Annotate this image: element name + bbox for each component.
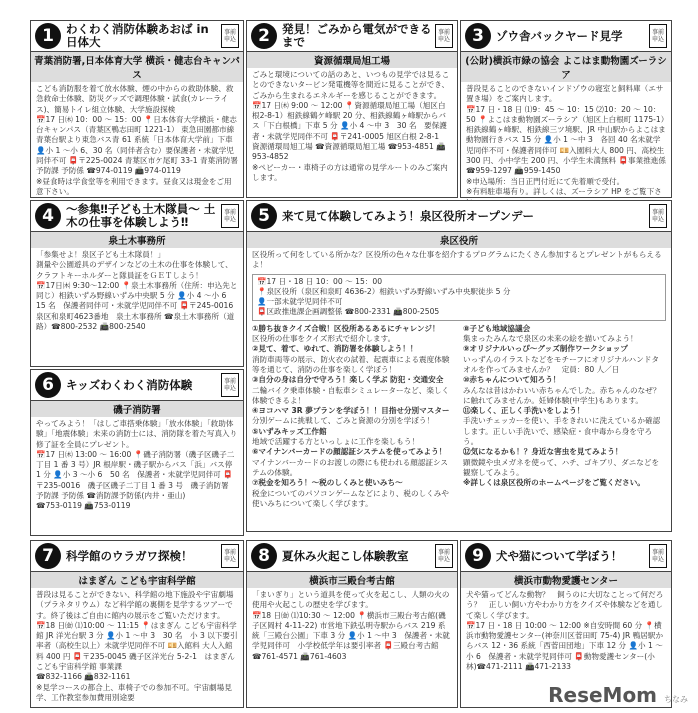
description: 測量や公園遊具のデザインなどの土木の仕事を体験して、クラフトキーホルダーと隊員証をＧＥＴしよう！ (36, 260, 233, 280)
date: 📅17 日・18 日 10：00 ～ 15：00 (257, 276, 383, 286)
description: 犬や猫ってどんな動物？ 飼うのに大切なことって何だろう？ 正しい飼い方やわかり方をクイズや体験などを通して楽しく学びます。 (466, 590, 664, 620)
program-item: ⑪楽しく、正しく手洗いをしよう！ (463, 406, 585, 416)
program-desc: 手洗いチェッカーを使い、手をきれいに洗えているか確認します。正しい手洗いで、感染症・食中毒から身を守ろう。 (463, 416, 661, 447)
organizer: 泉区役所 (247, 232, 671, 248)
note: ※有料駐車場有り。詳しくは、ズーラシア HP をご覧下さ (466, 186, 662, 196)
details: 📅17 日・18 日 10:00 ～ 12:00 ※自安時間 60 分 📍横浜市動物愛護センター(神奈川区菅田町 75-4) JR 鴨居駅からバス 12・36 系統「西菅田団地」下車 12 分 👤小 1 ～小 6 保護者・未就学児同伴可 📮動物愛護センター(小林)☎471-2111 📠471-2133 (466, 620, 664, 672)
card-header (31, 541, 243, 572)
details: 📅18 日㈮ ⑴10:00 ～ 11:15 📍はまぎん こども宇宙科学館 JR 洋光台駅 3 分 👤小 1 ～中 3 30 名 小 3 以下要引率者（高校生以上）未就学児同伴不可 💴入館料 大人入館料 400 円 📮〒235-0045 磯子区洋光台 5-2-1 はまぎん こども宇宙科学館 事業課 (36, 620, 238, 672)
card-number: 3 (465, 23, 491, 49)
card-body (31, 417, 243, 514)
details: 📅17 日㈭ 9:00 ～ 12:00 📍資源循環局旭工場（旭区白根2-8-1）相鉄線鶴ケ峰駅 20 分、相鉄線鶴ヶ峰駅からバス「下白根橋」下車 5 分 👤小 4 ～中 3 30 名 要保護者・未就学児同伴不可 📮〒241-0005 旭区白根 2-8-1 資源循環局旭工場 ☎資源循環局旭工場 ☎953-4851 📠953-4852 (252, 100, 447, 162)
program-list (252, 324, 666, 509)
pre-registration-badge: 事前申込 (649, 204, 667, 228)
card-body (247, 248, 671, 511)
program-desc: 区役所の仕事をクイズ形式で紹介します。 (252, 334, 396, 344)
program-desc: みんなは昔はかわいい赤ちゃんでした。赤ちゃんのなぜ？に触れてみませんか。妊婦体験(中学生)もあります。 (463, 385, 661, 405)
description: 「まいぎり」という道具を使って火を起こし、人類の火の使用や火起こしの歴史を学びます。 (252, 590, 450, 610)
program-desc: 地域で活躍する方といっしょに工作を楽しもう！ (252, 437, 420, 447)
card-title: ゾウ舎バックヤード見学 (496, 28, 623, 43)
card-body (461, 82, 671, 210)
organizer: (公財)横浜市緑の協会 よこはま動物園ズーラシア (461, 52, 671, 82)
card-header (461, 541, 671, 572)
program-item: ⑩赤ちゃんについて知ろう！ (463, 375, 561, 385)
card-number: 4 (35, 203, 61, 229)
event-card-4 (30, 200, 244, 367)
contact: 📮区政推進課企画調整係 ☎800-2331 📠800-2505 (257, 307, 440, 317)
description: 普段は見ることができない、科学館の地下施設や宇宙劇場（プラネタリウム）など科学館の裏側を見学するツアーです。終了後はご自由に館内の展示をご覧いただけます。 (36, 590, 234, 620)
details: 📅17 日㈭ 13:00 ～ 16:00 📍磯子消防署（磯子区磯子二丁目 1 番 3 号）JR 根岸駅・磯子駅からバス「浜」バス停 1 分 👤小 3 ～小 6 50 名 保護者・未就学児同伴可 📮〒235-0016 磯子区磯子二丁目 1 番 3 号 磯子消防署 予防課 予防係 ☎消防課予防係(内井・亜山) (36, 449, 237, 501)
program-item: ②見て、着て、ゆれて、消防署を体験しよう！！ (252, 344, 418, 354)
pre-registration-badge: 事前申込 (649, 544, 667, 568)
card-header (247, 541, 457, 572)
pre-registration-badge: 事前申込 (435, 24, 453, 48)
card-number: 1 (35, 23, 61, 49)
pre-registration-badge: 事前申込 (221, 204, 239, 228)
organizer: 横浜市三殿台考古館 (247, 572, 457, 588)
program-item: ⑫気になるかも！？身近な害虫を見てみよう！ (463, 447, 623, 457)
intro: 区役所って何をしている所かな？区役所の色々な仕事を紹介するプログラムにたくさん参加するとプレゼントがもらえるよ！ (252, 250, 662, 270)
event-card-8 (246, 540, 458, 708)
program-desc: 二輪バイク乗車体験・自転車シミュレーターなど、楽しく体験できるよ！ (252, 385, 450, 405)
card-number: 2 (251, 23, 277, 49)
note: ※申込場所：当日正門付近にて先着順で受付。 (466, 176, 625, 186)
program-item: ①勝ち抜きクイズ合戦！区役所あるあるにチャレンジ！ (252, 323, 440, 333)
card-body (247, 588, 457, 664)
card-number: 9 (465, 543, 491, 569)
program-right (463, 324, 666, 509)
description: やってみよう！「はしご車搭乗体験」「放水体験」「救助体験」「地震体験」未来の消防士には、消防隊を着た写真入り修了証を全員にプレゼント。 (36, 419, 238, 449)
pre-registration-badge: 事前申込 (221, 544, 239, 568)
card-title: キッズわくわく消防体験 (66, 377, 193, 392)
logo-text: ReseMom (548, 683, 658, 707)
description: こども消防服を着て放水体験、煙の中からの救助体験、救急救命士体験、防災グッズで調理体験・試食(カレーライス)、簡易トイレ組立体験、大学施設探検 (36, 84, 234, 114)
info-box (252, 274, 666, 321)
card-header (461, 21, 671, 52)
pre-registration-badge: 事前申込 (221, 24, 239, 48)
program-desc: マイナンバーカードのお渡しの際にも使われる顔認証システムの体験。 (252, 457, 448, 477)
pre-registration-badge: 事前申込 (649, 24, 667, 48)
card-header (31, 21, 243, 52)
card-title: わくわく消防体験あおば in 日体大 (66, 22, 209, 49)
card-header (247, 21, 457, 52)
program-item: ⑨オリジナルいっぴ〜グッズ制作ワークショップ (463, 344, 628, 354)
card-body (461, 588, 671, 674)
organizer: 青葉消防署,日本体育大学 横浜・健志台キャンパス (31, 52, 243, 82)
pre-registration-badge: 事前申込 (435, 544, 453, 568)
event-card-3 (460, 20, 672, 198)
note: ※ペビーカー・車椅子の方は通常の見学ルートのみご案内します。 (252, 162, 448, 182)
card-title: 科学館のウラガワ探検！ (66, 548, 193, 563)
program-desc: 集まったみんなで泉区の未来の絵を描いてみよう！ (463, 334, 638, 344)
card-header (247, 201, 671, 232)
contact: ☎761-4571 📠761-4603 (252, 651, 347, 661)
card-title: ～参集‼子ども土木隊員～ 土木の仕事を体験しよう‼ (66, 202, 216, 229)
event-card-5 (246, 200, 672, 532)
event-card-1 (30, 20, 244, 198)
organizer: 横浜市動物愛護センター (461, 572, 671, 588)
program-desc: 消防車両等の展示、防火衣の試着、起震車による震度体験等を通じて、消防の仕事を楽しく学ぼう！ (252, 354, 450, 374)
description: ごみと環境についての話のあと、いつもの見学では見ることのできないタービン発電機等を間近に見ることができ、ごみから生まれるエネルギーを感じることができます。 (252, 70, 450, 100)
program-item: ⑦税金を知ろう！～税のしくみと使いみち～ (252, 478, 403, 488)
card-number: 7 (35, 543, 61, 569)
organizer: 資源循環局旭工場 (247, 52, 457, 68)
program-left (252, 324, 455, 509)
footnote: ※詳しくは泉区役所のホームページをご覧ください。 (463, 478, 645, 488)
event-card-2 (246, 20, 458, 198)
event-card-6 (30, 369, 244, 536)
logo-sub: ちなみ (664, 695, 688, 704)
program-desc: 顕微鏡や虫メガネを使って、ハチ、ゴキブリ、ダニなどを観察してみよう。 (463, 457, 660, 477)
details: 📅17 日・18 日 ⑴9：45 ～ 10：15 ⑵10：20 ～ 10：50 📍よこはま動物園ズーラシア（旭区上白根町 1175-1）相鉄線鶴ヶ峰駅、相鉄線三ツ境駅、JR 中山駅からよこはま動物園行きバス 15 分 👤小 1 ～中 3 各回 40 名未就学児同伴不可・保護者同伴可 💴入園料大人 800 円、高校生 300 円、小中学生 200 円、小学生未満無料 📮事業推進係 ☎959-1297 📠959-1450 (466, 104, 666, 176)
contact: ☎753-0119 📠753-0119 (36, 501, 131, 511)
details: 📅18 日㈮ ⑴10:30 ～ 12:00 📍横浜市三殿台考古館(磯子区岡村 4-11-22) 市営地下鉄弘明寺駅からバス 219 系統「三殿台公園」下車 3 分 👤小 1 ～中 3 保護者・未就学児同伴可 小学校低学年は要引率者 📮三殿台考古館 (252, 610, 450, 651)
program-desc: 分別ゲームに挑戦して、ごみと資源の分別を学ぼう！ (252, 416, 435, 426)
card-header (31, 201, 243, 232)
card-title: 発見！ごみから電気ができるまで (282, 22, 432, 49)
program-item: ⑤いずみキッズ工作館 (252, 426, 327, 436)
card-body (247, 68, 457, 185)
contact: ☎832-1166 📠832-1161 (36, 672, 131, 682)
description: 普段見ることのできないインドゾウの寝室と飼料庫（エサ置き場）をご案内します。 (466, 84, 664, 104)
organizer: はまぎん こども宇宙科学館 (31, 572, 243, 588)
card-title: 犬や猫について学ぼう！ (496, 548, 623, 563)
program-item: ④ヨコハマ 3R 夢プランを学ぼう！！目指せ分別マスター (252, 406, 450, 416)
target: 👤一部未就学児同伴不可 (257, 297, 343, 307)
program-item: ③自分の身は自分で守ろう！楽しく学ぶ 防犯・交通安全 (252, 375, 444, 385)
note: ※昼食時は学食堂等を利用できます。昼食又は現金をご用意下さい。 (36, 176, 232, 196)
slogan: 「参集せよ！泉区子ども土木隊員！」 (36, 250, 166, 259)
resemom-logo (548, 683, 688, 707)
pre-registration-badge: 事前申込 (221, 373, 239, 397)
program-item: ⑥マイナンバーカードの顔認証システムを使ってみよう！ (252, 447, 447, 457)
card-body (31, 82, 243, 199)
card-body (31, 248, 243, 334)
program-item: ⑧子ども地域協議会 (463, 323, 531, 333)
note: ※見学コースの都合上、車椅子での参加不可。宇宙劇場見学、工作教室参加費用別途要 (36, 682, 232, 702)
organizer: 泉土木事務所 (31, 232, 243, 248)
program-desc: 税金についてのパソコンゲームなどにより、税のしくみや使いみちについて楽しく学びます。 (252, 488, 449, 508)
details: 📅17日㈭ 9:30～12:00 📍泉土木事務所（住所：申込先と同じ）相鉄いずみ野線いずみ中央駅 5 分 👤小 4 ～小 6 15 名 保護者同伴可・未就学児同伴不可 📮〒245-0016 泉区和泉町4623番地 泉土木事務所 ☎泉土木事務所（道路）☎800-2532 📠800-2540 (36, 280, 238, 332)
card-number: 8 (251, 543, 277, 569)
details: 📅17 日㈭ 10：00 ～ 15：00 📍日本体育大学横浜・健志台キャンパス（青葉区鴨志田町 1221-1） 東急田園都市線青葉台駅より東急バス青 61 系統「日本体育大学前」下車 👤小 1 ～小 6、30 名（同伴者含む）要保護者・未就学児同伴不可 📮〒225-0024 青葉区市ケ尾町 33-1 青葉消防署 予防課 予防係 ☎974-0119 📠974-0119 (36, 114, 238, 176)
card-header (31, 370, 243, 401)
event-card-7 (30, 540, 244, 708)
organizer: 磯子消防署 (31, 401, 243, 417)
card-number: 6 (35, 372, 61, 398)
card-body (31, 588, 243, 705)
program-desc: いっずんのイラストなどをモチーフにオリジナルハンドタオルを作ってみませんか？ 定員：80 人／日 (463, 354, 659, 374)
venue: 📍泉区役所（泉区和泉町 4636-2）相鉄いずみ野線いずみ中央駅徒歩 5 分 (257, 286, 511, 296)
card-number: 5 (251, 203, 277, 229)
card-title: 夏休み火起こし体験教室 (282, 548, 409, 563)
card-title: 来て見て体験してみよう！泉区役所オープンデー (282, 208, 534, 223)
